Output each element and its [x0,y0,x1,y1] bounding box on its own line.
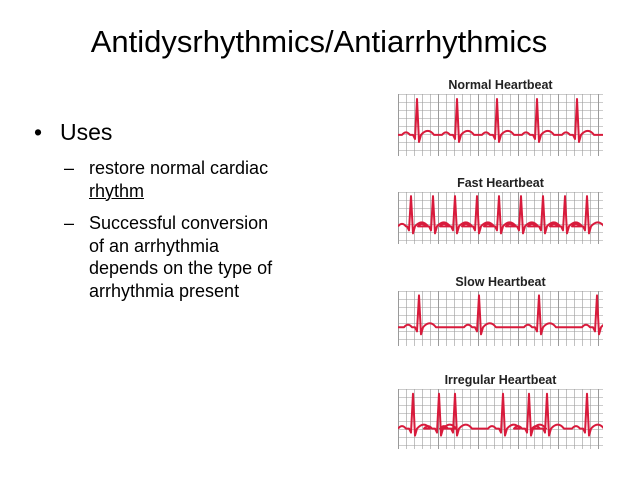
dash-marker: – [64,158,75,178]
ecg-trace [398,99,603,142]
bullet-uses [34,117,112,147]
ecg-trace [398,295,603,334]
strip-label-slow: Slow Heartbeat [455,275,546,289]
bullet-label: Uses [60,119,113,145]
strip-label-irregular: Irregular Heartbeat [444,373,557,387]
ecg-strip-slow [398,291,603,346]
ecg-strip-fast [398,192,603,244]
subitem-line-underlined: rhythm [89,180,145,201]
bullet-marker: • [34,119,43,145]
dash-marker: – [64,213,75,233]
ecg-grid [398,94,603,156]
subitem-conversion [64,212,324,302]
subitem-restore-rhythm [64,157,324,202]
subitem-line: arrhythmia present [89,280,240,301]
ecg-grid [398,389,603,449]
subitem-line: Successful conversion [89,213,269,233]
ecg-grid [398,291,603,346]
slide-title: Antidysrhythmics/Antiarrhythmics [90,24,548,59]
strip-label-normal: Normal Heartbeat [448,78,553,92]
ecg-trace [398,196,603,233]
subitem-line: of an arrhythmia [89,235,220,256]
ecg-strip-irregular [398,389,603,449]
subitem-line: restore normal cardiac [89,158,269,178]
strip-label-fast: Fast Heartbeat [457,176,544,190]
ecg-trace [398,394,603,436]
subitem-line: depends on the type of [89,258,273,278]
ecg-strip-normal [398,94,603,156]
